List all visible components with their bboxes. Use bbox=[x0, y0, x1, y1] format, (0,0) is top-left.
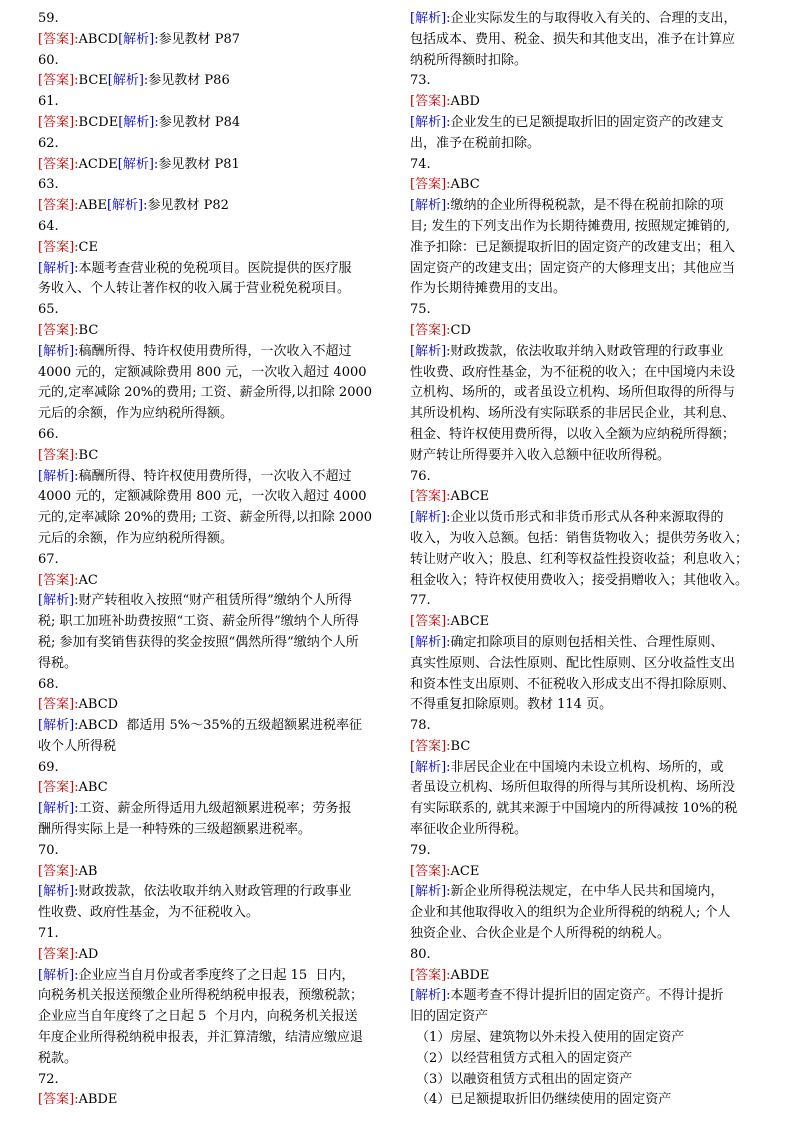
analysis-text: 参见教材 P87 bbox=[158, 31, 241, 47]
analysis-text: 参见教材 P84 bbox=[158, 114, 241, 130]
question-number: 78. bbox=[410, 718, 431, 734]
text-line: 税; 参加有奖销售获得的奖金按照“偶然所得”缴纳个人所 bbox=[38, 634, 359, 650]
answer-line bbox=[38, 778, 384, 799]
text-line: 酬所得实际上是一种特殊的三级超额累进税率。 bbox=[38, 822, 312, 838]
answer-line bbox=[410, 966, 756, 987]
answer-line bbox=[38, 695, 384, 716]
text-line: 企业应当自年度终了之日起 5 个月内，向税务机关报送 bbox=[38, 1009, 358, 1025]
text-line: 得税。 bbox=[38, 655, 78, 671]
answer-tag: [答案]: bbox=[410, 614, 451, 630]
analysis-tag: [解析]: bbox=[38, 884, 79, 900]
analysis-text: 参见教材 P82 bbox=[147, 198, 229, 214]
line-text: ACE bbox=[450, 863, 480, 879]
text-line: 元的,定率减除 20%的费用; 工资、薪金所得,以扣除 2000 bbox=[38, 510, 373, 526]
line-text: ABE bbox=[78, 198, 107, 214]
answer-tag: [答案]: bbox=[38, 780, 79, 796]
text-line: 元后的余额，作为应纳税所得额。 bbox=[38, 406, 234, 422]
analysis-text: 参见教材 P81 bbox=[158, 156, 240, 172]
line-text: 新企业所得税法规定，在中华人民共和国境内， bbox=[450, 884, 724, 900]
line-text: AD bbox=[78, 946, 99, 962]
analysis-line bbox=[410, 196, 756, 217]
list-item: （4）已足额提取折旧仍继续使用的固定资产 bbox=[416, 1092, 672, 1108]
answer-line bbox=[38, 1090, 384, 1111]
right-column bbox=[410, 9, 756, 1111]
text-line: 固定资产的改建支出；固定资产的大修理支出；其他应当 bbox=[410, 260, 736, 276]
list-item: （3）以融资租赁方式租出的固定资产 bbox=[416, 1071, 633, 1087]
question-number: 65. bbox=[38, 302, 59, 318]
text-line: 纳税所得额时扣除。 bbox=[410, 52, 528, 68]
answer-tag: [答案]: bbox=[38, 156, 79, 172]
answer-line bbox=[38, 113, 384, 134]
line-text: 企业发生的已足额提取折旧的固定资产的改建支 bbox=[450, 114, 724, 130]
text-line: 元的,定率减除 20%的费用; 工资、薪金所得,以扣除 2000 bbox=[38, 385, 373, 401]
analysis-line bbox=[38, 716, 384, 737]
answer-line bbox=[38, 238, 384, 259]
line-text: 财政拨款，依法收取并纳入财政管理的行政事业 bbox=[78, 884, 352, 900]
list-item: （2）以经营租赁方式租入的固定资产 bbox=[416, 1050, 633, 1066]
answer-tag: [答案]: bbox=[410, 177, 451, 193]
analysis-line bbox=[410, 758, 756, 779]
analysis-tag: [解析]: bbox=[38, 718, 79, 734]
text-line: 租金、特许权使用费所得，以收入全额为应纳税所得额； bbox=[410, 426, 736, 442]
line-text: 缴纳的企业所得税税款，是不得在税前扣除的项 bbox=[450, 198, 724, 214]
answer-line bbox=[410, 175, 756, 196]
text-line: 真实性原则、合法性原则、配比性原则、区分收益性支出 bbox=[410, 655, 736, 671]
analysis-line bbox=[38, 342, 384, 363]
line-text: 非居民企业在中国境内未设立机构、场所的，或 bbox=[450, 759, 724, 775]
text-line: 性收费、政府性基金，为不征税的收入；在中国境内未设 bbox=[410, 364, 736, 380]
text-line: 准予扣除：已足额提取折旧的固定资产的改建支出；租入 bbox=[410, 239, 736, 255]
analysis-line bbox=[410, 986, 756, 1007]
answer-line bbox=[38, 446, 384, 467]
question-number: 59. bbox=[38, 11, 59, 26]
text-line: 元后的余额，作为应纳税所得额。 bbox=[38, 530, 234, 546]
analysis-tag: [解析]: bbox=[38, 593, 79, 609]
answer-tag: [答案]: bbox=[38, 73, 79, 89]
line-text: 确定扣除项目的原则包括相关性、合理性原则、 bbox=[450, 634, 724, 650]
answer-tag: [答案]: bbox=[38, 447, 79, 463]
analysis-line bbox=[410, 9, 756, 30]
text-line: 转让财产收入；股息、红利等权益性投资收益；利息收入； bbox=[410, 551, 749, 567]
line-text: ABCD bbox=[78, 697, 119, 713]
answer-tag: [答案]: bbox=[38, 31, 79, 47]
question-number: 80. bbox=[410, 946, 431, 962]
answer-tag: [答案]: bbox=[38, 946, 79, 962]
line-text: 稿酬所得、特许权使用费所得，一次收入不超过 bbox=[78, 343, 352, 359]
analysis-tag: [解析]: bbox=[410, 510, 451, 526]
analysis-tag: [解析]: bbox=[410, 759, 451, 775]
analysis-line bbox=[410, 342, 756, 363]
answer-tag: [答案]: bbox=[38, 114, 79, 130]
text-line: 率征收企业所得税。 bbox=[410, 822, 528, 838]
text-line: 其所设机构、场所没有实际联系的非居民企业，其利息、 bbox=[410, 406, 736, 422]
question-number: 60. bbox=[38, 52, 59, 68]
analysis-line bbox=[410, 508, 756, 529]
answer-tag: [答案]: bbox=[38, 572, 79, 588]
answer-tag: [答案]: bbox=[38, 322, 79, 338]
answer-line bbox=[38, 862, 384, 883]
question-number: 73. bbox=[410, 73, 431, 89]
analysis-tag: [解析]: bbox=[38, 260, 79, 276]
line-text: BC bbox=[450, 738, 471, 754]
answer-line bbox=[410, 321, 756, 342]
analysis-line bbox=[410, 113, 756, 134]
line-text: AC bbox=[78, 572, 98, 588]
analysis-tag: [解析]: bbox=[410, 634, 451, 650]
analysis-tag: [解析]: bbox=[118, 114, 159, 130]
answer-tag: [答案]: bbox=[410, 489, 451, 505]
analysis-tag: [解析]: bbox=[38, 343, 79, 359]
analysis-tag: [解析]: bbox=[38, 468, 79, 484]
answer-line bbox=[38, 30, 384, 51]
analysis-tag: [解析]: bbox=[38, 967, 79, 983]
answer-tag: [答案]: bbox=[38, 1092, 79, 1108]
answer-line bbox=[410, 737, 756, 758]
line-text: CE bbox=[78, 239, 98, 255]
answer-line bbox=[38, 71, 384, 92]
analysis-tag: [解析]: bbox=[410, 11, 451, 26]
answer-tag: [答案]: bbox=[410, 94, 451, 110]
question-number: 69. bbox=[38, 759, 59, 775]
answer-tag: [答案]: bbox=[38, 697, 79, 713]
question-number: 77. bbox=[410, 593, 431, 609]
text-line: 性收费、政府性基金，为不征税收入。 bbox=[38, 905, 260, 921]
text-line: 作为长期待摊费用的支出。 bbox=[410, 281, 567, 297]
analysis-line bbox=[38, 966, 384, 987]
text-line: 收入，为收入总额。包括：销售货物收入；提供劳务收入； bbox=[410, 530, 749, 546]
text-line: 包括成本、费用、税金、损失和其他支出，准予在计算应 bbox=[410, 31, 736, 47]
analysis-tag: [解析]: bbox=[410, 198, 451, 214]
analysis-text: 参见教材 P86 bbox=[148, 73, 230, 89]
answer-line bbox=[410, 612, 756, 633]
analysis-line bbox=[38, 467, 384, 488]
text-line: 和资本性支出原则、不征税收入形成支出不得扣除原则、 bbox=[410, 676, 736, 692]
analysis-tag: [解析]: bbox=[410, 884, 451, 900]
text-line: 税; 职工加班补助费按照“工资、薪金所得”缴纳个人所得 bbox=[38, 614, 359, 630]
line-text: BCE bbox=[78, 73, 108, 89]
analysis-line bbox=[38, 591, 384, 612]
line-text: CD bbox=[450, 322, 471, 338]
line-text: AB bbox=[78, 863, 98, 879]
line-text: ABCD 都适用 5%～35%的五级超额累进税率征 bbox=[78, 718, 362, 734]
text-line: 年度企业所得税纳税申报表，并汇算清缴，结清应缴应退 bbox=[38, 1030, 364, 1046]
answer-tag: [答案]: bbox=[38, 863, 79, 879]
question-number: 61. bbox=[38, 94, 59, 110]
text-line: 税款。 bbox=[38, 1050, 78, 1066]
answer-line bbox=[38, 155, 384, 176]
line-text: 财产转租收入按照“财产租赁所得”缴纳个人所得 bbox=[78, 593, 352, 609]
answer-tag: [答案]: bbox=[410, 322, 451, 338]
text-line: 4000 元的，定额减除费用 800 元，一次收入超过 4000 bbox=[38, 489, 367, 505]
line-text: 企业实际发生的与取得收入有关的、合理的支出， bbox=[450, 11, 737, 26]
answer-line bbox=[410, 487, 756, 508]
line-text: ABCE bbox=[450, 614, 490, 630]
analysis-tag: [解析]: bbox=[117, 156, 159, 172]
analysis-line bbox=[410, 882, 756, 903]
answer-line bbox=[38, 196, 384, 217]
analysis-tag: [解析]: bbox=[38, 801, 79, 817]
analysis-tag: [解析]: bbox=[106, 198, 148, 214]
answer-line bbox=[410, 862, 756, 883]
text-line: 务收入、个人转让著作权的收入属于营业税免税项目。 bbox=[38, 281, 351, 297]
text-line: 出，准予在税前扣除。 bbox=[410, 135, 541, 151]
left-column bbox=[38, 9, 384, 1111]
text-line: 财产转让所得要并入收入总额中征收所得税。 bbox=[410, 447, 671, 463]
question-number: 68. bbox=[38, 676, 59, 692]
line-text: 企业应当自月份或者季度终了之日起 15 日内， bbox=[78, 967, 355, 983]
question-number: 72. bbox=[38, 1071, 59, 1087]
line-text: 企业以货币形式和非货币形式从各种来源取得的 bbox=[450, 510, 724, 526]
question-number: 66. bbox=[38, 426, 59, 442]
question-number: 71. bbox=[38, 926, 59, 942]
question-number: 74. bbox=[410, 156, 431, 172]
answer-tag: [答案]: bbox=[38, 239, 79, 255]
line-text: 工资、薪金所得适用九级超额累进税率；劳务报 bbox=[78, 801, 352, 817]
line-text: 稿酬所得、特许权使用费所得，一次收入不超过 bbox=[78, 468, 352, 484]
line-text: ABC bbox=[450, 177, 480, 193]
answer-tag: [答案]: bbox=[410, 967, 451, 983]
question-number: 70. bbox=[38, 842, 59, 858]
line-text: ABDE bbox=[78, 1092, 118, 1108]
answer-line bbox=[38, 945, 384, 966]
analysis-line bbox=[38, 799, 384, 820]
answer-tag: [答案]: bbox=[410, 738, 451, 754]
question-number: 67. bbox=[38, 551, 59, 567]
analysis-tag: [解析]: bbox=[118, 31, 159, 47]
answer-tag: [答案]: bbox=[410, 863, 451, 879]
line-text: ABD bbox=[450, 94, 480, 110]
line-text: 本题考查营业税的免税项目。医院提供的医疗服 bbox=[78, 260, 352, 276]
analysis-tag: [解析]: bbox=[410, 343, 451, 359]
answer-tag: [答案]: bbox=[38, 198, 79, 214]
answer-line bbox=[38, 321, 384, 342]
text-line: 目; 发生的下列支出作为长期待摊费用, 按照规定摊销的, bbox=[410, 218, 730, 234]
text-line: 收个人所得税 bbox=[38, 738, 117, 754]
answer-line bbox=[38, 571, 384, 592]
line-text: ABCE bbox=[450, 489, 490, 505]
analysis-line bbox=[38, 882, 384, 903]
analysis-tag: [解析]: bbox=[107, 73, 149, 89]
text-line: 独资企业、合伙企业是个人所得税的纳税人。 bbox=[410, 926, 671, 942]
text-line: 企业和其他取得收入的组织为企业所得税的纳税人; 个人 bbox=[410, 905, 731, 921]
answer-line bbox=[410, 92, 756, 113]
text-line: 4000 元的，定额减除费用 800 元，一次收入超过 4000 bbox=[38, 364, 367, 380]
line-text: 本题考查不得计提折旧的固定资产。不得计提折 bbox=[450, 988, 724, 1004]
question-number: 63. bbox=[38, 177, 59, 193]
question-number: 76. bbox=[410, 468, 431, 484]
text-line: 向税务机关报送预缴企业所得税纳税申报表，预缴税款； bbox=[38, 988, 364, 1004]
line-text: ABCD bbox=[78, 31, 119, 47]
line-text: ACDE bbox=[78, 156, 118, 172]
question-number: 64. bbox=[38, 218, 59, 234]
text-line: 不得重复扣除原则。教材 114 页。 bbox=[410, 697, 613, 713]
text-line: 有实际联系的, 就其来源于中国境内的所得减按 10%的税 bbox=[410, 801, 738, 817]
text-line: 者虽设立机构、场所但取得的所得与其所设机构、场所没 bbox=[410, 780, 736, 796]
line-text: 财政拨款，依法收取并纳入财政管理的行政事业 bbox=[450, 343, 724, 359]
analysis-tag: [解析]: bbox=[410, 114, 451, 130]
line-text: ABC bbox=[78, 780, 108, 796]
question-number: 75. bbox=[410, 302, 431, 318]
question-number: 79. bbox=[410, 842, 431, 858]
text-line: 立机构、场所的，或者虽设立机构、场所但取得的所得与 bbox=[410, 385, 736, 401]
analysis-line bbox=[410, 633, 756, 654]
line-text: ABDE bbox=[450, 967, 490, 983]
question-number: 62. bbox=[38, 135, 59, 151]
line-text: BCDE bbox=[78, 114, 119, 130]
text-line: 旧的固定资产 bbox=[410, 1009, 489, 1025]
text-line: 租金收入；特许权使用费收入；接受捐赠收入；其他收入。 bbox=[410, 572, 749, 588]
analysis-tag: [解析]: bbox=[410, 988, 451, 1004]
line-text: BC bbox=[78, 322, 99, 338]
analysis-line bbox=[38, 259, 384, 280]
list-item: （1）房屋、建筑物以外未投入使用的固定资产 bbox=[416, 1030, 685, 1046]
line-text: BC bbox=[78, 447, 99, 463]
